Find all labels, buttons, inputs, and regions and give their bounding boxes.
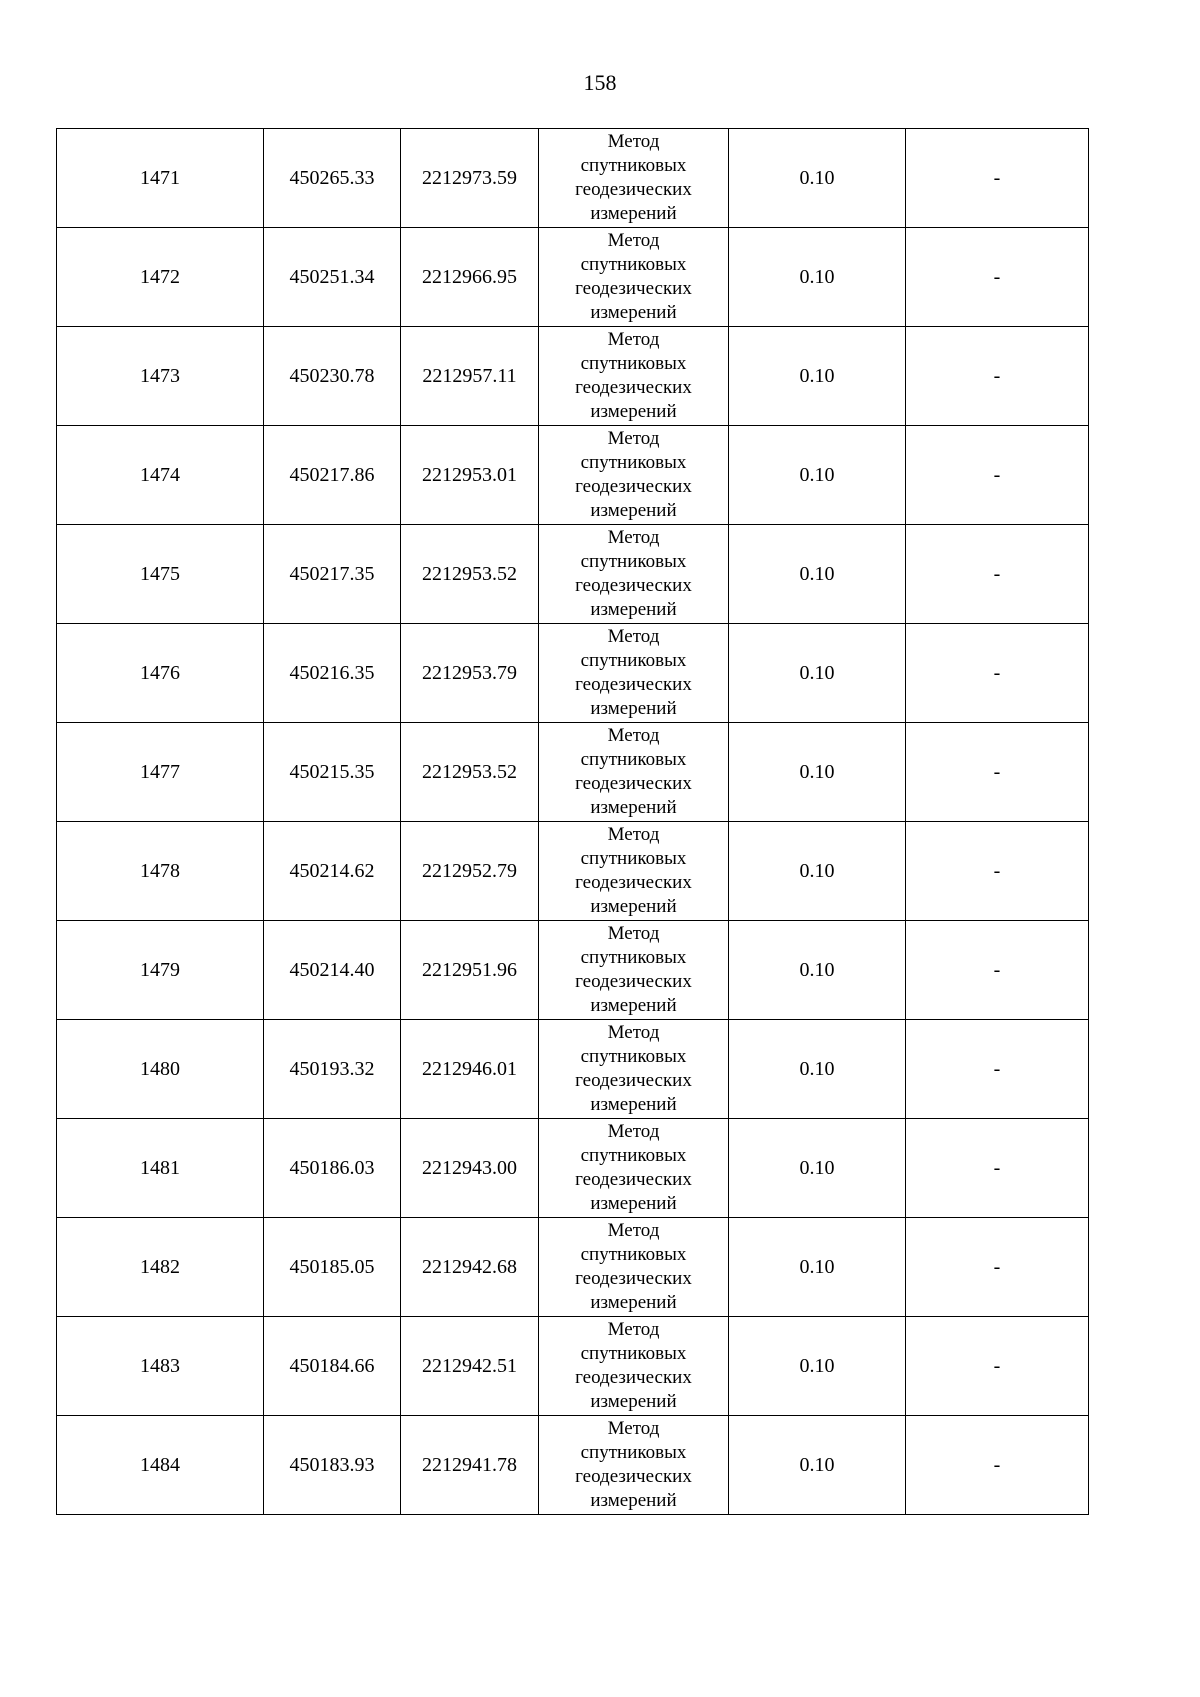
note-cell: - — [906, 426, 1089, 525]
y-coordinate-cell: 2212973.59 — [401, 129, 539, 228]
table-row — [57, 723, 1089, 822]
accuracy-cell: 0.10 — [729, 525, 906, 624]
y-coordinate-cell: 2212953.52 — [401, 525, 539, 624]
table-row — [57, 822, 1089, 921]
y-coordinate-cell: 2212942.68 — [401, 1218, 539, 1317]
y-coordinate-cell: 2212953.52 — [401, 723, 539, 822]
method-text-line: Метод — [607, 626, 660, 647]
point-number-cell: 1475 — [57, 525, 264, 624]
method-text-line: измерений — [590, 995, 677, 1016]
note-cell: - — [906, 921, 1089, 1020]
method-text-line: Метод — [607, 527, 660, 548]
accuracy-cell: 0.10 — [729, 921, 906, 1020]
point-number-cell: 1473 — [57, 327, 264, 426]
x-coordinate-cell: 450265.33 — [264, 129, 401, 228]
coordinates-table-body — [57, 129, 1089, 1515]
accuracy-cell: 0.10 — [729, 624, 906, 723]
y-coordinate-cell: 2212951.96 — [401, 921, 539, 1020]
table-row — [57, 426, 1089, 525]
method-text-line: измерений — [590, 896, 677, 917]
note-cell: - — [906, 1416, 1089, 1515]
point-number-cell: 1471 — [57, 129, 264, 228]
method-text-line: Метод — [607, 329, 660, 350]
note-cell: - — [906, 1218, 1089, 1317]
method-cell — [539, 228, 729, 327]
x-coordinate-cell: 450230.78 — [264, 327, 401, 426]
x-coordinate-cell: 450214.62 — [264, 822, 401, 921]
method-text-line: геодезических — [575, 1466, 692, 1487]
x-coordinate-cell: 450217.86 — [264, 426, 401, 525]
x-coordinate-cell: 450251.34 — [264, 228, 401, 327]
point-number-cell: 1483 — [57, 1317, 264, 1416]
method-text-line: измерений — [590, 401, 677, 422]
point-number-cell: 1472 — [57, 228, 264, 327]
method-text-line: измерений — [590, 302, 677, 323]
method-text-line: геодезических — [575, 872, 692, 893]
method-cell — [539, 1416, 729, 1515]
method-text-line: спутниковых — [580, 947, 687, 968]
accuracy-cell: 0.10 — [729, 822, 906, 921]
note-cell: - — [906, 228, 1089, 327]
method-text-line: Метод — [607, 1418, 660, 1439]
x-coordinate-cell: 450215.35 — [264, 723, 401, 822]
point-number-cell: 1479 — [57, 921, 264, 1020]
method-text-line: спутниковых — [580, 749, 687, 770]
note-cell: - — [906, 723, 1089, 822]
method-cell — [539, 129, 729, 228]
method-cell — [539, 723, 729, 822]
method-text-line: спутниковых — [580, 650, 687, 671]
x-coordinate-cell: 450186.03 — [264, 1119, 401, 1218]
method-text-line: Метод — [607, 725, 660, 746]
note-cell: - — [906, 1119, 1089, 1218]
x-coordinate-cell: 450216.35 — [264, 624, 401, 723]
method-text-line: Метод — [607, 824, 660, 845]
note-cell: - — [906, 1317, 1089, 1416]
accuracy-cell: 0.10 — [729, 1218, 906, 1317]
method-text-line: Метод — [607, 131, 660, 152]
table-row — [57, 1317, 1089, 1416]
method-text-line: Метод — [607, 1220, 660, 1241]
table-row — [57, 228, 1089, 327]
y-coordinate-cell: 2212942.51 — [401, 1317, 539, 1416]
method-text-line: измерений — [590, 797, 677, 818]
x-coordinate-cell: 450214.40 — [264, 921, 401, 1020]
note-cell: - — [906, 1020, 1089, 1119]
method-text-line: геодезических — [575, 971, 692, 992]
y-coordinate-cell: 2212966.95 — [401, 228, 539, 327]
method-text-line: спутниковых — [580, 254, 687, 275]
table-row — [57, 1218, 1089, 1317]
method-text-line: спутниковых — [580, 353, 687, 374]
method-cell — [539, 921, 729, 1020]
method-text-line: геодезических — [575, 1070, 692, 1091]
accuracy-cell: 0.10 — [729, 723, 906, 822]
accuracy-cell: 0.10 — [729, 1020, 906, 1119]
method-text-line: спутниковых — [580, 1244, 687, 1265]
method-cell — [539, 624, 729, 723]
method-text-line: спутниковых — [580, 1145, 687, 1166]
method-text-line: Метод — [607, 428, 660, 449]
x-coordinate-cell: 450185.05 — [264, 1218, 401, 1317]
method-text-line: спутниковых — [580, 452, 687, 473]
note-cell: - — [906, 525, 1089, 624]
method-text-line: измерений — [590, 1094, 677, 1115]
x-coordinate-cell: 450217.35 — [264, 525, 401, 624]
method-text-line: спутниковых — [580, 1046, 687, 1067]
x-coordinate-cell: 450183.93 — [264, 1416, 401, 1515]
method-text-line: Метод — [607, 923, 660, 944]
x-coordinate-cell: 450184.66 — [264, 1317, 401, 1416]
point-number-cell: 1477 — [57, 723, 264, 822]
method-text-line: измерений — [590, 1391, 677, 1412]
table-row — [57, 1020, 1089, 1119]
point-number-cell: 1484 — [57, 1416, 264, 1515]
method-text-line: Метод — [607, 1319, 660, 1340]
method-text-line: спутниковых — [580, 155, 687, 176]
y-coordinate-cell: 2212943.00 — [401, 1119, 539, 1218]
method-text-line: геодезических — [575, 773, 692, 794]
accuracy-cell: 0.10 — [729, 129, 906, 228]
y-coordinate-cell: 2212953.79 — [401, 624, 539, 723]
x-coordinate-cell: 450193.32 — [264, 1020, 401, 1119]
method-text-line: измерений — [590, 500, 677, 521]
point-number-cell: 1482 — [57, 1218, 264, 1317]
point-number-cell: 1476 — [57, 624, 264, 723]
method-text-line: спутниковых — [580, 551, 687, 572]
y-coordinate-cell: 2212953.01 — [401, 426, 539, 525]
method-text-line: Метод — [607, 1022, 660, 1043]
method-text-line: измерений — [590, 1193, 677, 1214]
y-coordinate-cell: 2212957.11 — [401, 327, 539, 426]
accuracy-cell: 0.10 — [729, 1119, 906, 1218]
method-text-line: измерений — [590, 698, 677, 719]
method-cell — [539, 1119, 729, 1218]
method-cell — [539, 327, 729, 426]
method-cell — [539, 426, 729, 525]
note-cell: - — [906, 624, 1089, 723]
point-number-cell: 1478 — [57, 822, 264, 921]
table-row — [57, 1416, 1089, 1515]
point-number-cell: 1480 — [57, 1020, 264, 1119]
method-text-line: измерений — [590, 1490, 677, 1511]
accuracy-cell: 0.10 — [729, 426, 906, 525]
note-cell: - — [906, 327, 1089, 426]
method-cell — [539, 822, 729, 921]
method-cell — [539, 1317, 729, 1416]
table-row — [57, 1119, 1089, 1218]
y-coordinate-cell: 2212941.78 — [401, 1416, 539, 1515]
method-text-line: геодезических — [575, 278, 692, 299]
method-text-line: геодезических — [575, 476, 692, 497]
method-text-line: геодезических — [575, 1169, 692, 1190]
method-text-line: геодезических — [575, 575, 692, 596]
method-text-line: геодезических — [575, 1367, 692, 1388]
accuracy-cell: 0.10 — [729, 1317, 906, 1416]
accuracy-cell: 0.10 — [729, 228, 906, 327]
method-text-line: Метод — [607, 230, 660, 251]
accuracy-cell: 0.10 — [729, 327, 906, 426]
method-cell — [539, 1218, 729, 1317]
y-coordinate-cell: 2212946.01 — [401, 1020, 539, 1119]
y-coordinate-cell: 2212952.79 — [401, 822, 539, 921]
table-row — [57, 525, 1089, 624]
page-number: 158 — [583, 70, 617, 95]
method-cell — [539, 1020, 729, 1119]
accuracy-cell: 0.10 — [729, 1416, 906, 1515]
method-text-line: измерений — [590, 203, 677, 224]
method-text-line: спутниковых — [580, 848, 687, 869]
method-text-line: измерений — [590, 1292, 677, 1313]
table-row — [57, 129, 1089, 228]
method-text-line: геодезических — [575, 377, 692, 398]
point-number-cell: 1474 — [57, 426, 264, 525]
method-text-line: геодезических — [575, 179, 692, 200]
method-text-line: геодезических — [575, 674, 692, 695]
point-number-cell: 1481 — [57, 1119, 264, 1218]
method-text-line: спутниковых — [580, 1343, 687, 1364]
method-text-line: спутниковых — [580, 1442, 687, 1463]
table-row — [57, 624, 1089, 723]
method-text-line: измерений — [590, 599, 677, 620]
coordinates-table — [56, 128, 1089, 1515]
note-cell: - — [906, 822, 1089, 921]
method-cell — [539, 525, 729, 624]
table-row — [57, 327, 1089, 426]
method-text-line: Метод — [607, 1121, 660, 1142]
note-cell: - — [906, 129, 1089, 228]
table-row — [57, 921, 1089, 1020]
method-text-line: геодезических — [575, 1268, 692, 1289]
